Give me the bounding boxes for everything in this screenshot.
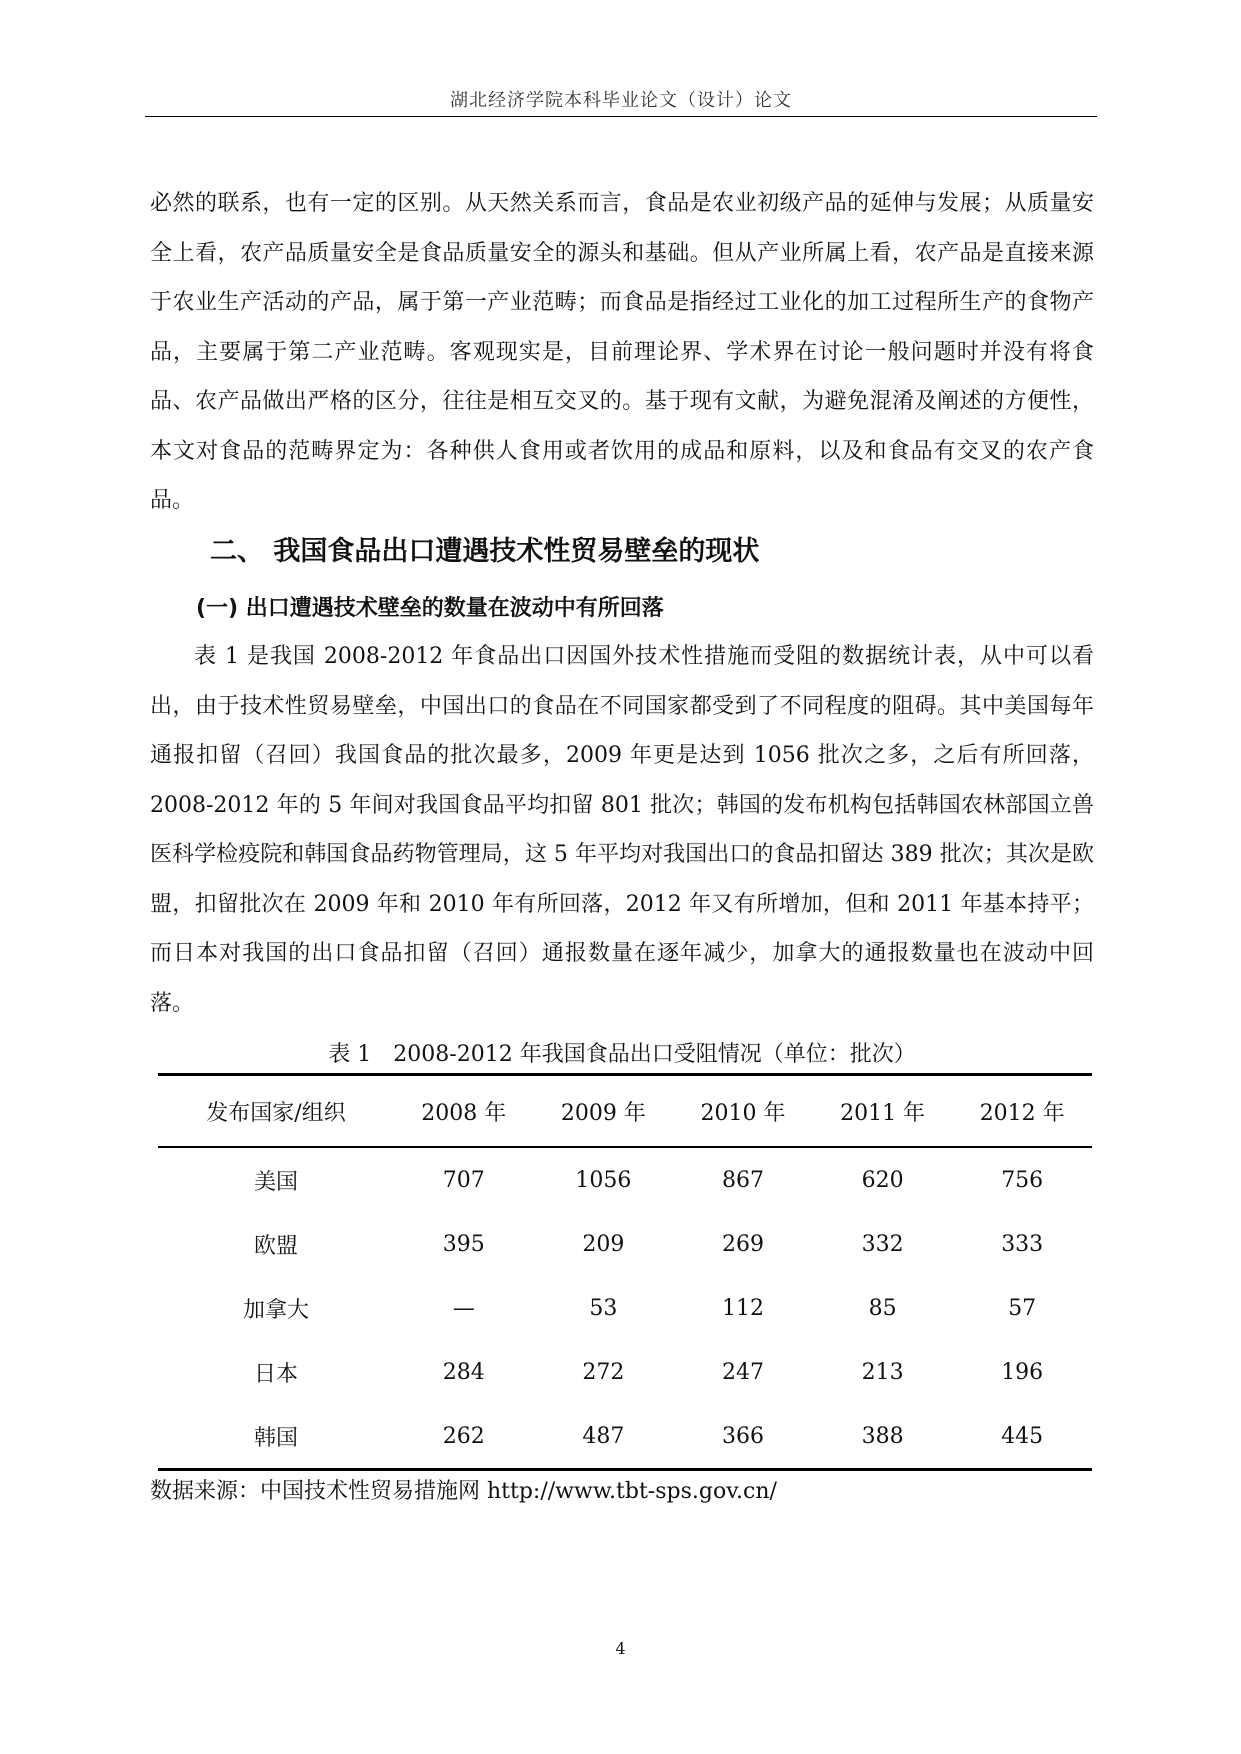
- table-cell: 196: [1001, 1359, 1044, 1385]
- table-cell-country: 韩国: [253, 1425, 298, 1451]
- header-cell-2012: 2012 年: [979, 1100, 1065, 1126]
- paragraph-food-definition: 必然的联系，也有一定的区别。从天然关系而言，食品是农业初级产品的延伸与发展；从质量安全上看，农产品质量安全是食品质量安全的源头和基础。但从产业所属上看，农产品是直接来源于农业生产活动的产品，属于第一产业范畴；而食品是指经过工业化的加工过程所生产的食物产品，主要属于第二产业范畴。客观现实是，目前理论界、学术界在讨论一般问题时并没有将食品、农产品做出严格的区分，往往是相互交叉的。基于现有文献，为避免混淆及阐述的方便性，本文对食品的范畴界定为：各种供人食用或者饮用的成品和原料，以及和食品有交叉的农产食品。: [150, 191, 1094, 513]
- table-cell: 247: [721, 1359, 764, 1385]
- table-cell-country: 美国: [253, 1169, 298, 1195]
- table-cell: 53: [589, 1295, 618, 1321]
- subsection-heading: (一) 出口遭遇技术壁垒的数量在波动中有所回落: [196, 596, 664, 621]
- table-cell: 269: [721, 1231, 764, 1257]
- table-cell: 395: [442, 1231, 485, 1257]
- page-number: 4: [615, 1639, 626, 1658]
- blocked-exports-table: [158, 1073, 1092, 1471]
- table-cell: 388: [861, 1423, 904, 1449]
- table-cell: 333: [1001, 1231, 1044, 1257]
- table-row: [158, 1212, 1092, 1276]
- header-divider: [145, 116, 1097, 117]
- running-header: 湖北经济学院本科毕业论文（设计）论文: [450, 90, 792, 111]
- table-cell: 756: [1001, 1167, 1044, 1193]
- table-cell: —: [452, 1295, 475, 1321]
- table-source-note: 数据来源：中国技术性贸易措施网 http://www.tbt-sps.gov.cn/: [150, 1479, 777, 1504]
- table-row: [158, 1404, 1092, 1470]
- table-cell: 445: [1001, 1423, 1044, 1449]
- table-cell: 332: [861, 1231, 904, 1257]
- table-header-row: [158, 1075, 1092, 1148]
- table-row: [158, 1276, 1092, 1340]
- table-cell: 262: [442, 1423, 485, 1449]
- table-cell: 707: [442, 1167, 485, 1193]
- section-heading: 二、 我国食品出口遭遇技术性贸易壁垒的现状: [210, 536, 760, 567]
- table-cell: 620: [861, 1167, 904, 1193]
- table-cell: 112: [721, 1295, 764, 1321]
- table-cell: 1056: [575, 1167, 632, 1193]
- header-cell-2009: 2009 年: [560, 1100, 646, 1126]
- table-cell-country: 日本: [253, 1361, 298, 1387]
- paragraph-table-analysis: 表 1 是我国 2008-2012 年食品出口因国外技术性措施而受阻的数据统计表，从中可以看出，由于技术性贸易壁垒，中国出口的食品在不同国家都受到了不同程度的阻碍。其中美国每年通报扣留（召回）我国食品的批次最多，2009 年更是达到 1056 批次之多，之后有所回落，2008-2012 年的 5 年间对我国食品平均扣留 801 批次；韩国的发布机构包括韩国农林部国立兽医科学检疫院和韩国食品药物管理局，这 5 年平均对我国出口的食品扣留达 389 批次；其次是欧盟，扣留批次在 2009 年和 2010 年有所回落，2012 年又有所增加，但和 2011 年基本持平；而日本对我国的出口食品扣留（召回）通报数量在逐年减少，加拿大的通报数量也在波动中回落。: [150, 644, 1094, 1016]
- table-cell: 284: [442, 1359, 485, 1385]
- table-caption: 表 1 2008-2012 年我国食品出口受阻情况（单位：批次）: [328, 1042, 916, 1067]
- table-cell: 487: [582, 1423, 625, 1449]
- table-cell: 272: [582, 1359, 625, 1385]
- table-cell: 867: [721, 1167, 764, 1193]
- table-cell: 213: [861, 1359, 904, 1385]
- table-cell-country: 加拿大: [242, 1297, 309, 1323]
- header-cell-2008: 2008 年: [421, 1100, 507, 1126]
- header-cell-2011: 2011 年: [840, 1100, 926, 1126]
- header-cell-country: 发布国家/组织: [206, 1100, 346, 1126]
- table-row: [158, 1340, 1092, 1404]
- table-cell-country: 欧盟: [253, 1233, 298, 1259]
- table-cell: 57: [1008, 1295, 1037, 1321]
- table-cell: 209: [582, 1231, 625, 1257]
- table-cell: 366: [721, 1423, 764, 1449]
- header-cell-2010: 2010 年: [700, 1100, 786, 1126]
- table-cell: 85: [868, 1295, 897, 1321]
- table-row: [158, 1147, 1092, 1212]
